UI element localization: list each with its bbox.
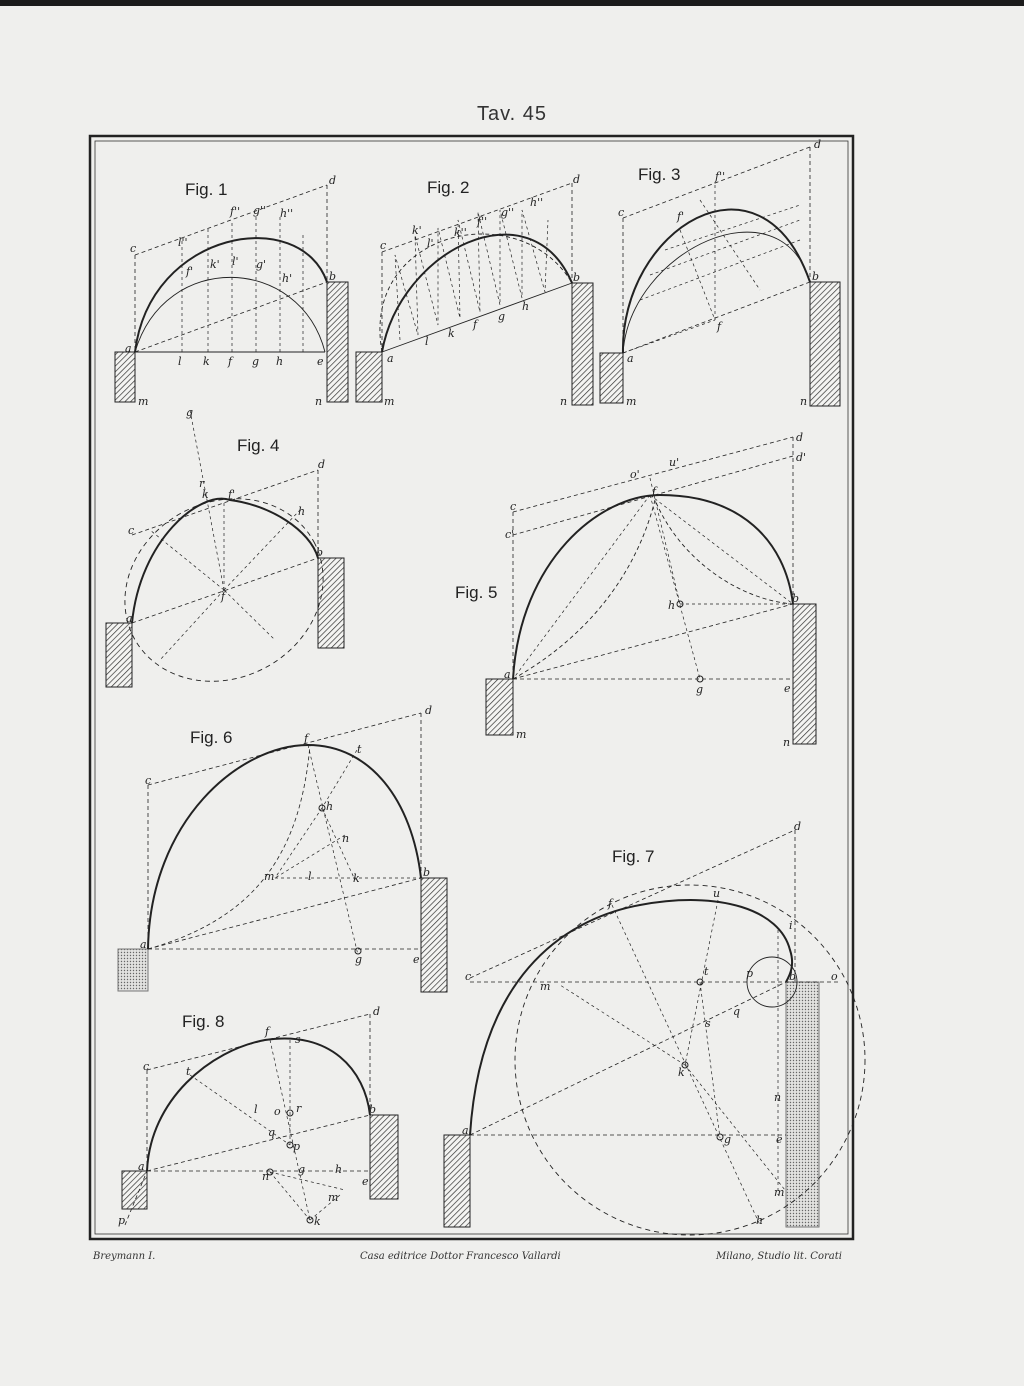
fig1-label-l: l bbox=[178, 355, 182, 368]
fig2-label-k: k bbox=[448, 327, 455, 340]
fig8-label-d: d bbox=[373, 1005, 381, 1018]
fig1-label-f1: f' bbox=[186, 265, 194, 278]
fig8-label-b: b bbox=[369, 1103, 377, 1116]
fig5-label-b: b bbox=[792, 592, 800, 605]
plate-frame-inner bbox=[95, 141, 848, 1234]
fig6-label-f: f bbox=[304, 732, 309, 745]
fig5-label-c: c bbox=[510, 500, 517, 513]
fig5-label-u1: u' bbox=[669, 456, 680, 469]
fig5-label-d1: d' bbox=[796, 451, 807, 464]
fig2-label-h2: h'' bbox=[530, 196, 544, 209]
figure-6 bbox=[118, 704, 447, 992]
figure-4 bbox=[93, 406, 356, 716]
fig1-label-h: h bbox=[276, 355, 284, 368]
fig8-label-n: n bbox=[262, 1170, 270, 1183]
fig1-label-l1: l' bbox=[232, 255, 239, 268]
fig8-label-t: t bbox=[186, 1065, 191, 1078]
fig8-label-k: k bbox=[314, 1215, 321, 1228]
fig1-label-f: f bbox=[228, 355, 233, 368]
fig1-pier-left bbox=[115, 352, 135, 402]
fig1-label-b: b bbox=[329, 270, 337, 283]
fig2-label-f: f bbox=[473, 318, 478, 331]
fig8-label-s: s bbox=[295, 1033, 301, 1046]
footer-center: Casa editrice Dottor Francesco Vallardi bbox=[360, 1251, 561, 1262]
fig2-title: Fig. 2 bbox=[427, 178, 470, 197]
footer-right: Milano, Studio lit. Corati bbox=[716, 1251, 842, 1262]
fig7-label-e: e bbox=[776, 1133, 783, 1146]
fig8-title: Fig. 8 bbox=[182, 1012, 225, 1031]
fig1-pier-right bbox=[327, 282, 348, 402]
fig7-title: Fig. 7 bbox=[612, 847, 655, 866]
fig8-label-f: f bbox=[265, 1025, 270, 1038]
fig8-label-h: h bbox=[335, 1163, 343, 1176]
fig8-label-e: e bbox=[362, 1175, 369, 1188]
fig7-label-d: d bbox=[794, 820, 802, 833]
fig7-label-i: i bbox=[789, 919, 793, 932]
fig7-label-q: q bbox=[733, 1005, 741, 1018]
fig1-label-h1: h' bbox=[282, 272, 293, 285]
fig4-label-d: d bbox=[318, 458, 326, 471]
fig5-label-d: d bbox=[796, 431, 804, 444]
fig2-label-d: d bbox=[573, 173, 581, 186]
top-edge bbox=[0, 0, 1024, 6]
fig5-label-c1: c' bbox=[505, 528, 515, 541]
fig1-label-g2: g'' bbox=[253, 204, 267, 217]
fig5-label-g: g bbox=[696, 683, 704, 696]
figure-3 bbox=[600, 138, 840, 408]
fig3-label-b: b bbox=[812, 270, 820, 283]
fig5-label-f: f bbox=[652, 485, 657, 498]
fig8-label-m: m bbox=[328, 1191, 339, 1204]
figure-2 bbox=[356, 173, 593, 408]
fig2-label-a: a bbox=[387, 352, 394, 365]
fig6-label-h: h bbox=[326, 800, 334, 813]
fig7-label-n: n bbox=[774, 1091, 782, 1104]
fig1-arch-main bbox=[135, 238, 327, 352]
fig3-label-f1: f' bbox=[677, 210, 685, 223]
fig3-label-c: c bbox=[618, 206, 625, 219]
fig5-label-o1: o' bbox=[630, 468, 640, 481]
fig1-label-a: a bbox=[125, 342, 132, 355]
fig3-title: Fig. 3 bbox=[638, 165, 681, 184]
fig8-label-p: p bbox=[293, 1140, 301, 1153]
fig7-label-k: k bbox=[678, 1066, 685, 1079]
fig1-label-k1: k' bbox=[210, 258, 220, 271]
fig1-label-h2: h'' bbox=[280, 207, 294, 220]
fig3-label-f2: f'' bbox=[715, 170, 726, 183]
fig8-label-g: g bbox=[298, 1163, 306, 1176]
fig3-label-a: a bbox=[627, 352, 634, 365]
fig7-label-m: m bbox=[540, 980, 551, 993]
fig8-label-o: o bbox=[274, 1105, 281, 1118]
fig7-label-u: u bbox=[713, 887, 721, 900]
fig2-label-m: m bbox=[384, 395, 395, 408]
fig1-label-f2: f'' bbox=[230, 205, 241, 218]
fig8-label-r: r bbox=[296, 1102, 302, 1115]
fig3-label-f: f bbox=[717, 320, 722, 333]
fig2-label-g2: g'' bbox=[501, 206, 515, 219]
fig1-label-c: c bbox=[130, 242, 137, 255]
fig7-label-h: h bbox=[756, 1214, 764, 1227]
fig7-label-b: b bbox=[789, 970, 797, 983]
fig1-label-k: k bbox=[203, 355, 210, 368]
fig8-label-c: c bbox=[143, 1060, 150, 1073]
fig6-label-k: k bbox=[353, 872, 360, 885]
fig4-label-c: c bbox=[128, 524, 135, 537]
fig7-label-p: p bbox=[746, 967, 754, 980]
fig2-label-f2: f'' bbox=[477, 215, 488, 228]
fig1-label-g: g bbox=[252, 355, 260, 368]
fig1-label-e: e bbox=[317, 355, 324, 368]
figure-5 bbox=[455, 431, 816, 749]
fig4-label-a: a bbox=[126, 612, 133, 625]
fig4-title: Fig. 4 bbox=[237, 436, 280, 455]
fig3-label-d: d bbox=[814, 138, 822, 151]
fig6-label-l: l bbox=[308, 870, 312, 883]
fig2-label-n: n bbox=[560, 395, 568, 408]
fig8-label-p1: p bbox=[118, 1214, 126, 1227]
fig6-title: Fig. 6 bbox=[190, 728, 233, 747]
fig3-label-n: n bbox=[800, 395, 808, 408]
fig1-label-l2: l'' bbox=[178, 236, 188, 249]
fig6-label-a: a bbox=[140, 938, 147, 951]
fig5-label-a: a bbox=[504, 668, 511, 681]
fig4-label-f: f bbox=[221, 590, 226, 603]
fig5-label-n: n bbox=[783, 736, 791, 749]
fig2-label-k1: k' bbox=[412, 224, 422, 237]
fig8-label-q: q bbox=[268, 1126, 276, 1139]
plate-frame bbox=[90, 136, 853, 1239]
fig4-label-k: k bbox=[202, 488, 209, 501]
fig1-arch-base bbox=[135, 277, 325, 352]
fig3-label-m: m bbox=[626, 395, 637, 408]
fig4-label-r: r bbox=[199, 477, 205, 490]
fig6-label-g: g bbox=[355, 953, 363, 966]
plate-title: Tav. 45 bbox=[477, 103, 547, 125]
fig6-label-d: d bbox=[425, 704, 433, 717]
fig5-title: Fig. 5 bbox=[455, 583, 498, 602]
fig7-label-t: t bbox=[704, 965, 709, 978]
fig4-label-f1: f' bbox=[228, 488, 236, 501]
fig2-label-k2: k'' bbox=[454, 226, 467, 239]
fig2-label-l: l bbox=[425, 335, 429, 348]
fig6-label-e: e bbox=[413, 953, 420, 966]
fig7-label-o: o bbox=[831, 970, 838, 983]
fig6-label-c: c bbox=[145, 774, 152, 787]
fig5-label-e: e bbox=[784, 682, 791, 695]
figure-1 bbox=[115, 174, 348, 408]
fig1-title: Fig. 1 bbox=[185, 180, 228, 199]
footer-left: Breymann I. bbox=[93, 1251, 156, 1262]
figure-8 bbox=[118, 1005, 398, 1228]
fig5-label-h: h bbox=[668, 599, 676, 612]
fig7-label-c: c bbox=[465, 970, 472, 983]
fig4-label-g: g bbox=[186, 406, 194, 419]
fig2-label-h: h bbox=[522, 300, 530, 313]
fig4-label-b: b bbox=[316, 546, 324, 559]
fig5-label-m: m bbox=[516, 728, 527, 741]
fig2-label-b: b bbox=[573, 271, 581, 284]
fig2-label-l1: l' bbox=[427, 237, 434, 250]
fig8-label-l: l bbox=[254, 1103, 258, 1116]
fig6-label-b: b bbox=[423, 866, 431, 879]
fig8-label-a: a bbox=[138, 1160, 145, 1173]
fig6-label-m: m bbox=[264, 870, 275, 883]
fig6-label-n: n bbox=[342, 832, 350, 845]
fig4-label-h: h bbox=[298, 505, 306, 518]
fig1-label-d: d bbox=[329, 174, 337, 187]
fig2-label-c: c bbox=[380, 239, 387, 252]
fig7-label-s: s bbox=[705, 1017, 711, 1030]
fig2-label-g: g bbox=[498, 310, 506, 323]
fig7-label-g: g bbox=[724, 1133, 732, 1146]
fig1-label-m: m bbox=[138, 395, 149, 408]
fig7-label-m2: m bbox=[774, 1186, 785, 1199]
fig7-label-a: a bbox=[462, 1124, 469, 1137]
fig7-label-f: f bbox=[608, 897, 613, 910]
fig1-label-n: n bbox=[315, 395, 323, 408]
fig6-label-t: t bbox=[357, 743, 362, 756]
figure-7 bbox=[444, 820, 865, 1235]
fig1-label-g1: g' bbox=[256, 258, 267, 271]
